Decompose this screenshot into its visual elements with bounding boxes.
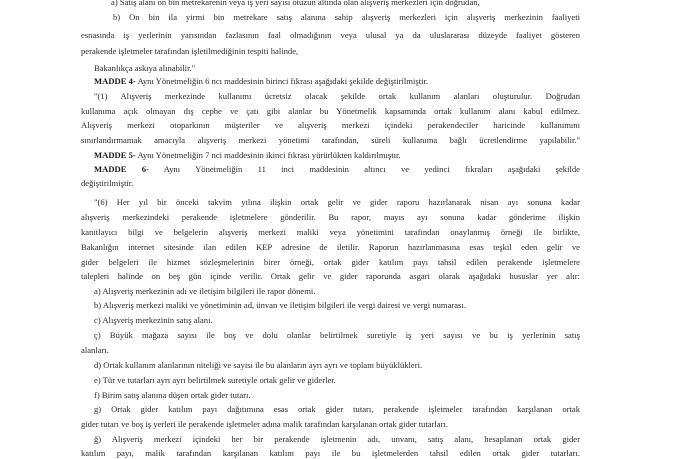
- madde-4-line-1: "(1) Alışveriş merkezinde kullanımı ücretsiz olacak şekilde ortak kullanım alanları oluşturulur. Doğrudan: [94, 91, 580, 101]
- madde-6-heading: MADDE 6-: [94, 164, 149, 174]
- madde-4-line-4: sınırlandırmamak amacıyla alışveriş merkezi yönetimi tarafından, süreli kullanıma bağlı ücretlendirme yapılabilir.": [81, 135, 580, 145]
- list-item-g2-line-1: ğ) Alışveriş merkezi içindeki her bir perakende işletmenin adı, unvanı, satış alanı, hesaplanan ortak gider: [94, 434, 580, 444]
- closing-line: Bakanlıkça askıya alınabilir.": [94, 63, 196, 73]
- list-item-c: c) Alışveriş merkezinin satış alanı.: [94, 315, 213, 325]
- item-b-line-1: b) On bin ila yirmi bin metrekare satış alanına sahip alışveriş merkezleri için alışveriş merkezinin faaliyeti: [113, 12, 580, 22]
- list-item-a: a) Alışveriş merkezinin adı ve iletişim bilgileri ile rapor dönemi.: [94, 286, 316, 296]
- madde-6-heading-text: Aynı Yönetmeliğin 11 inci maddesinin altıncı ve yedinci fıkraları aşağıdaki şekilde: [148, 164, 580, 174]
- madde-6-para-line-3: kanıtlayıcı bilgi ve belgelerin alışveriş merkezi maliki veya yönetimini tarafından onaylanmış örneği ile birlikte,: [81, 227, 580, 237]
- item-b-line-3: perakende işletmeler tarafından işletilmediğinin tespiti halinde,: [81, 46, 299, 56]
- list-item-b: b) Alışveriş merkezi maliki ve yönetiminin ad, ünvan ve iletişim bilgileri ile vergi dairesi ve vergi numarası.: [94, 300, 466, 310]
- list-item-c2-line-1: ç) Büyük mağaza sayısı ile boş ve dolu olanlar belirtilmek suretiyle iş yeri sayısı ve bu iş yerlerinin satış: [94, 330, 580, 340]
- madde-6-para-line-6: talepleri halinde on beş gün içinde verilir. Ortak gelir ve gider raporunda asgari olarak aşağıdaki hususlar yer alır:: [81, 271, 580, 281]
- madde-6-para-line-5: gider belgeleri ile hizmet sözleşmelerinin birer örneği, ortak gider katılım payı tahsil edilen perakende işletmelere: [81, 257, 580, 267]
- madde-5-heading-text: Aynı Yönetmeliğin 7 nci maddesinin ikinci fıkrası yürürlükten kaldırılmıştır.: [135, 150, 401, 160]
- madde-4-heading-line: [94, 76, 428, 87]
- list-item-d: d) Ortak kullanım alanlarının niteliği ve sayısı ile bu alanların ayrı ayrı ve toplam büyüklükleri.: [94, 360, 423, 370]
- list-item-g2-line-2: katılım payı, malik tarafından karşılanan katılım payı ile bu işletmelerden tahsil edilen ortak gider tutarları.: [81, 448, 580, 458]
- list-item-e: e) Tür ve tutarları ayrı ayrı belirtilmek suretiyle ortak gelir ve giderler.: [94, 375, 336, 385]
- madde-4-line-2: kullanıma açık olmayan dış cephe ve çatı gibi alanlar bu Yönetmelik kapsamında ortak kullanım alanı kabul edilmez.: [81, 106, 580, 116]
- madde-6-para-line-4: Bakanlığın internet sitesinde ilan edilen KEP adresine de iletilir. Raporun hazırlanmasına esas teşkil eden gelir ve: [81, 242, 580, 252]
- madde-5-heading: MADDE 5-: [94, 150, 136, 160]
- madde-6-heading-line-2: değiştirilmiştir.: [81, 178, 134, 188]
- madde-4-heading-text: Aynı Yönetmeliğin 6 ncı maddesinin birinci fıkrası aşağıdaki şekilde değiştirilmiştir.: [135, 76, 429, 86]
- list-item-g-line-2: gider tutarı ve boş iş yerleri ile perakende işletmeler adına malik tarafından karşılanan ortak gider tutarları.: [81, 419, 448, 429]
- madde-6-heading-line: [94, 164, 580, 175]
- item-a-line: a) Satış alanı on bin metrekarenin veya iş yeri sayısı otuzun altında olan alışveriş merkezleri için doğrudan,: [111, 0, 480, 7]
- list-item-f: f) Birim satış alanına düşen ortak gider tutarı.: [94, 390, 251, 400]
- madde-6-para-line-1: "(6) Her yıl bir önceki takvim yılına ilişkin ortak gelir ve gider raporu hazırlanarak nisan ayı sonuna kadar: [94, 197, 580, 207]
- list-item-g-line-1: g) Ortak gider katılım payı dağıtımına esas ortak gider tutarı, perakende işletmeler tarafından karşılanan ortak: [94, 404, 580, 414]
- madde-4-heading: MADDE 4-: [94, 76, 136, 86]
- list-item-c2-line-2: alanları.: [81, 345, 109, 355]
- item-b-line-2: esnasında iş yerlerinin yarısından fazlasının faal olmadığının veya ulusal ya da uluslararası düzeyde faaliyet gösteren: [81, 30, 580, 40]
- madde-5-line: [94, 150, 401, 161]
- madde-4-line-3: Alışveriş merkezi otoparkının müşteriler ve alışveriş merkezi içindeki perakendeciler haricinde kullanımını: [81, 120, 580, 130]
- madde-6-para-line-2: alışveriş merkezindeki perakende işletmelere gönderilir. Bu rapor, mayıs ayı sonuna kadar gönderime ilişkin: [81, 212, 580, 222]
